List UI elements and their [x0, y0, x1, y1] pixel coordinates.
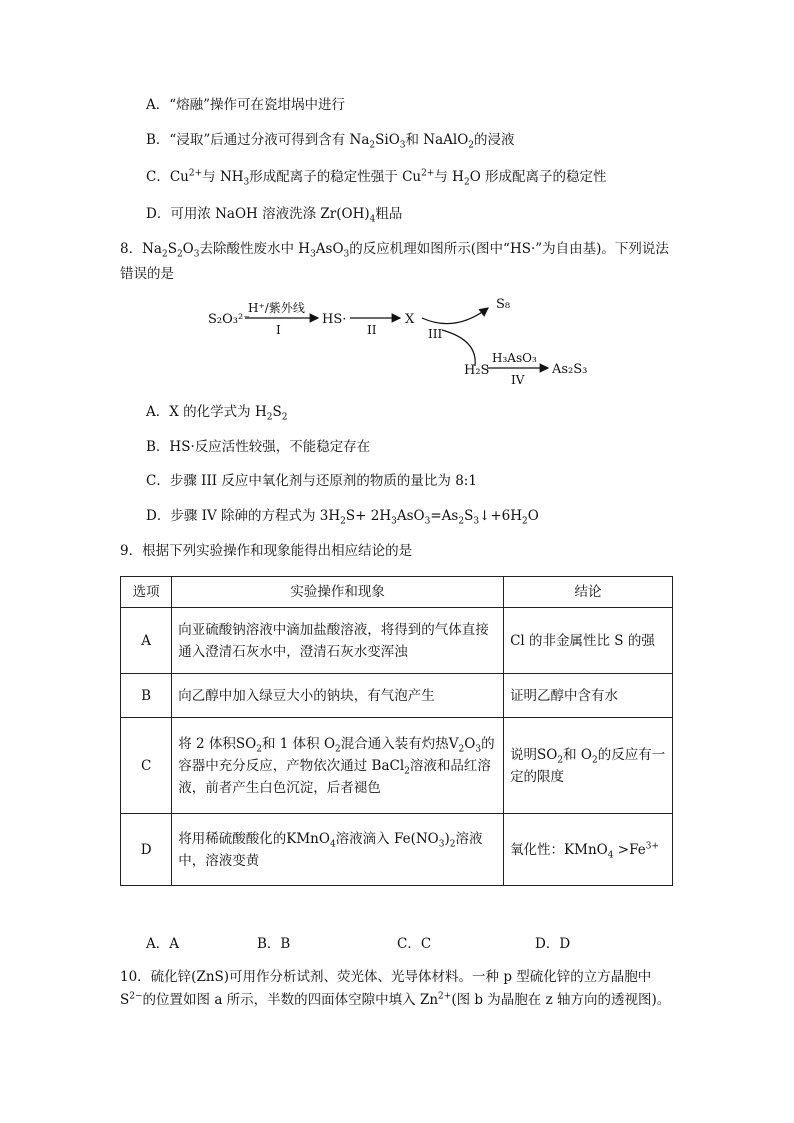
h2s-curve: [442, 330, 475, 366]
q8-option-d: D．步骤 IV 除砷的方程式为 $3H_2S+$ $2H_3AsO_3=As_2S_3↓+6H_2O$: [146, 508, 539, 527]
experiment-table: [120, 576, 673, 886]
q9-stem: 9．根据下列实验操作和现象能得出相应结论的是: [120, 543, 413, 559]
q9-answer-c: C．C: [397, 936, 432, 952]
row-c-operation: 将 2 体积$SO_2$和 1 体积 $O_2$混合通入装有灼热$V_2O_3$的容器中充分反应，产物依次通过 BaCl$_2$溶液和品红溶液，前者产生白色沉淀，后者褪色: [172, 718, 504, 814]
step2-roman: II: [367, 323, 377, 337]
row-d-option: D: [121, 814, 172, 886]
header-conclusion: 结论: [504, 577, 673, 608]
header-option: 选项: [121, 577, 172, 608]
arrow-step3-curve: [422, 308, 488, 324]
hs-radical-label: HS·: [322, 312, 347, 327]
q8-stem: 8．$Na_2S_2O_3$去除酸性废水中 $H_3AsO_3$的反应机理如图所示(图中“HS·”为自由基)。下列说法: [120, 241, 669, 260]
q7-option-b: B．“浸取”后通过分液可得到含有 $Na_2SiO_3$和 NaAlO$_2$的浸液: [146, 132, 515, 151]
q7-option-d: D．可用浓 NaOH 溶液洗涤 $Zr(OH)_4$粗品: [146, 206, 403, 225]
s2o3-label: S₂O₃²⁻: [208, 312, 251, 327]
q10-stem-line1: 10．硫化锌(ZnS)可用作分析试剂、荧光体、光导体材料。一种 p 型硫化锌的立方晶胞中: [120, 969, 652, 985]
table-header-row: [121, 577, 673, 608]
q9-answer-d: D．D: [535, 936, 571, 952]
q7-option-a: A．“熔融”操作可在瓷坩埚中进行: [146, 97, 346, 113]
row-b-conclusion: 证明乙醇中含有水: [504, 674, 673, 718]
q7-option-c: C．$Cu^{2+}$与 $NH_3$形成配离子的稳定性强于 $Cu^{2+}$与 $H_2O$ 形成配离子的稳定性: [146, 168, 607, 188]
row-c-option: C: [121, 718, 172, 814]
q8-option-a: A．X 的化学式为 $H_2S_2$: [146, 404, 288, 423]
row-a-option: A: [121, 608, 172, 674]
row-d-conclusion: 氧化性：KMnO$_4$ $>Fe^{3+}$: [504, 814, 673, 886]
step1-top-label: H⁺/紫外线: [248, 301, 305, 315]
table-row: [121, 718, 673, 814]
row-a-conclusion: Cl 的非金属性比 S 的强: [504, 608, 673, 674]
q8-option-b: B．HS·反应活性较强，不能稳定存在: [146, 439, 371, 455]
row-c-conclusion: 说明$SO_2$和 $O_2$的反应有一定的限度: [504, 718, 673, 814]
row-b-operation: 向乙醇中加入绿豆大小的钠块，有气泡产生: [172, 674, 504, 718]
h2s-label: H₂S: [464, 363, 490, 378]
q8-stem-cont: 错误的是: [120, 266, 174, 282]
table-row: [121, 814, 673, 886]
q9-answer-a: A．A: [146, 936, 179, 952]
table-row: [121, 608, 673, 674]
q9-answer-b: B．B: [257, 936, 291, 952]
row-a-operation: 向亚硫酸钠溶液中滴加盐酸溶液，将得到的气体直接通入澄清石灰水中，澄清石灰水变浑浊: [172, 608, 504, 674]
row-d-operation: 将用稀硫酸酸化的KMnO$_4$溶液滴入 $Fe(NO_3)_2$溶液中，溶液变黄: [172, 814, 504, 886]
as2s3-label: As₂S₃: [552, 362, 588, 377]
q10-stem-line2: $S^{2-}$的位置如图 a 所示，半数的四面体空隙中填入 $Zn^{2+}$(图 b 为晶胞在 z 轴方向的透视图)。: [120, 991, 671, 1008]
step4-roman: IV: [511, 373, 525, 387]
row-b-option: B: [121, 674, 172, 718]
step3-roman: III: [428, 327, 443, 341]
x-label: X: [405, 312, 415, 327]
s8-label: S₈: [496, 297, 511, 312]
step1-roman: I: [276, 323, 281, 337]
table-row: [121, 674, 673, 718]
reaction-mechanism-diagram: [200, 288, 600, 388]
header-operation: 实验操作和现象: [172, 577, 504, 608]
q8-option-c: C．步骤 III 反应中氧化剂与还原剂的物质的量比为 8:1: [146, 473, 477, 489]
step4-top-label: H₃AsO₃: [492, 351, 537, 365]
